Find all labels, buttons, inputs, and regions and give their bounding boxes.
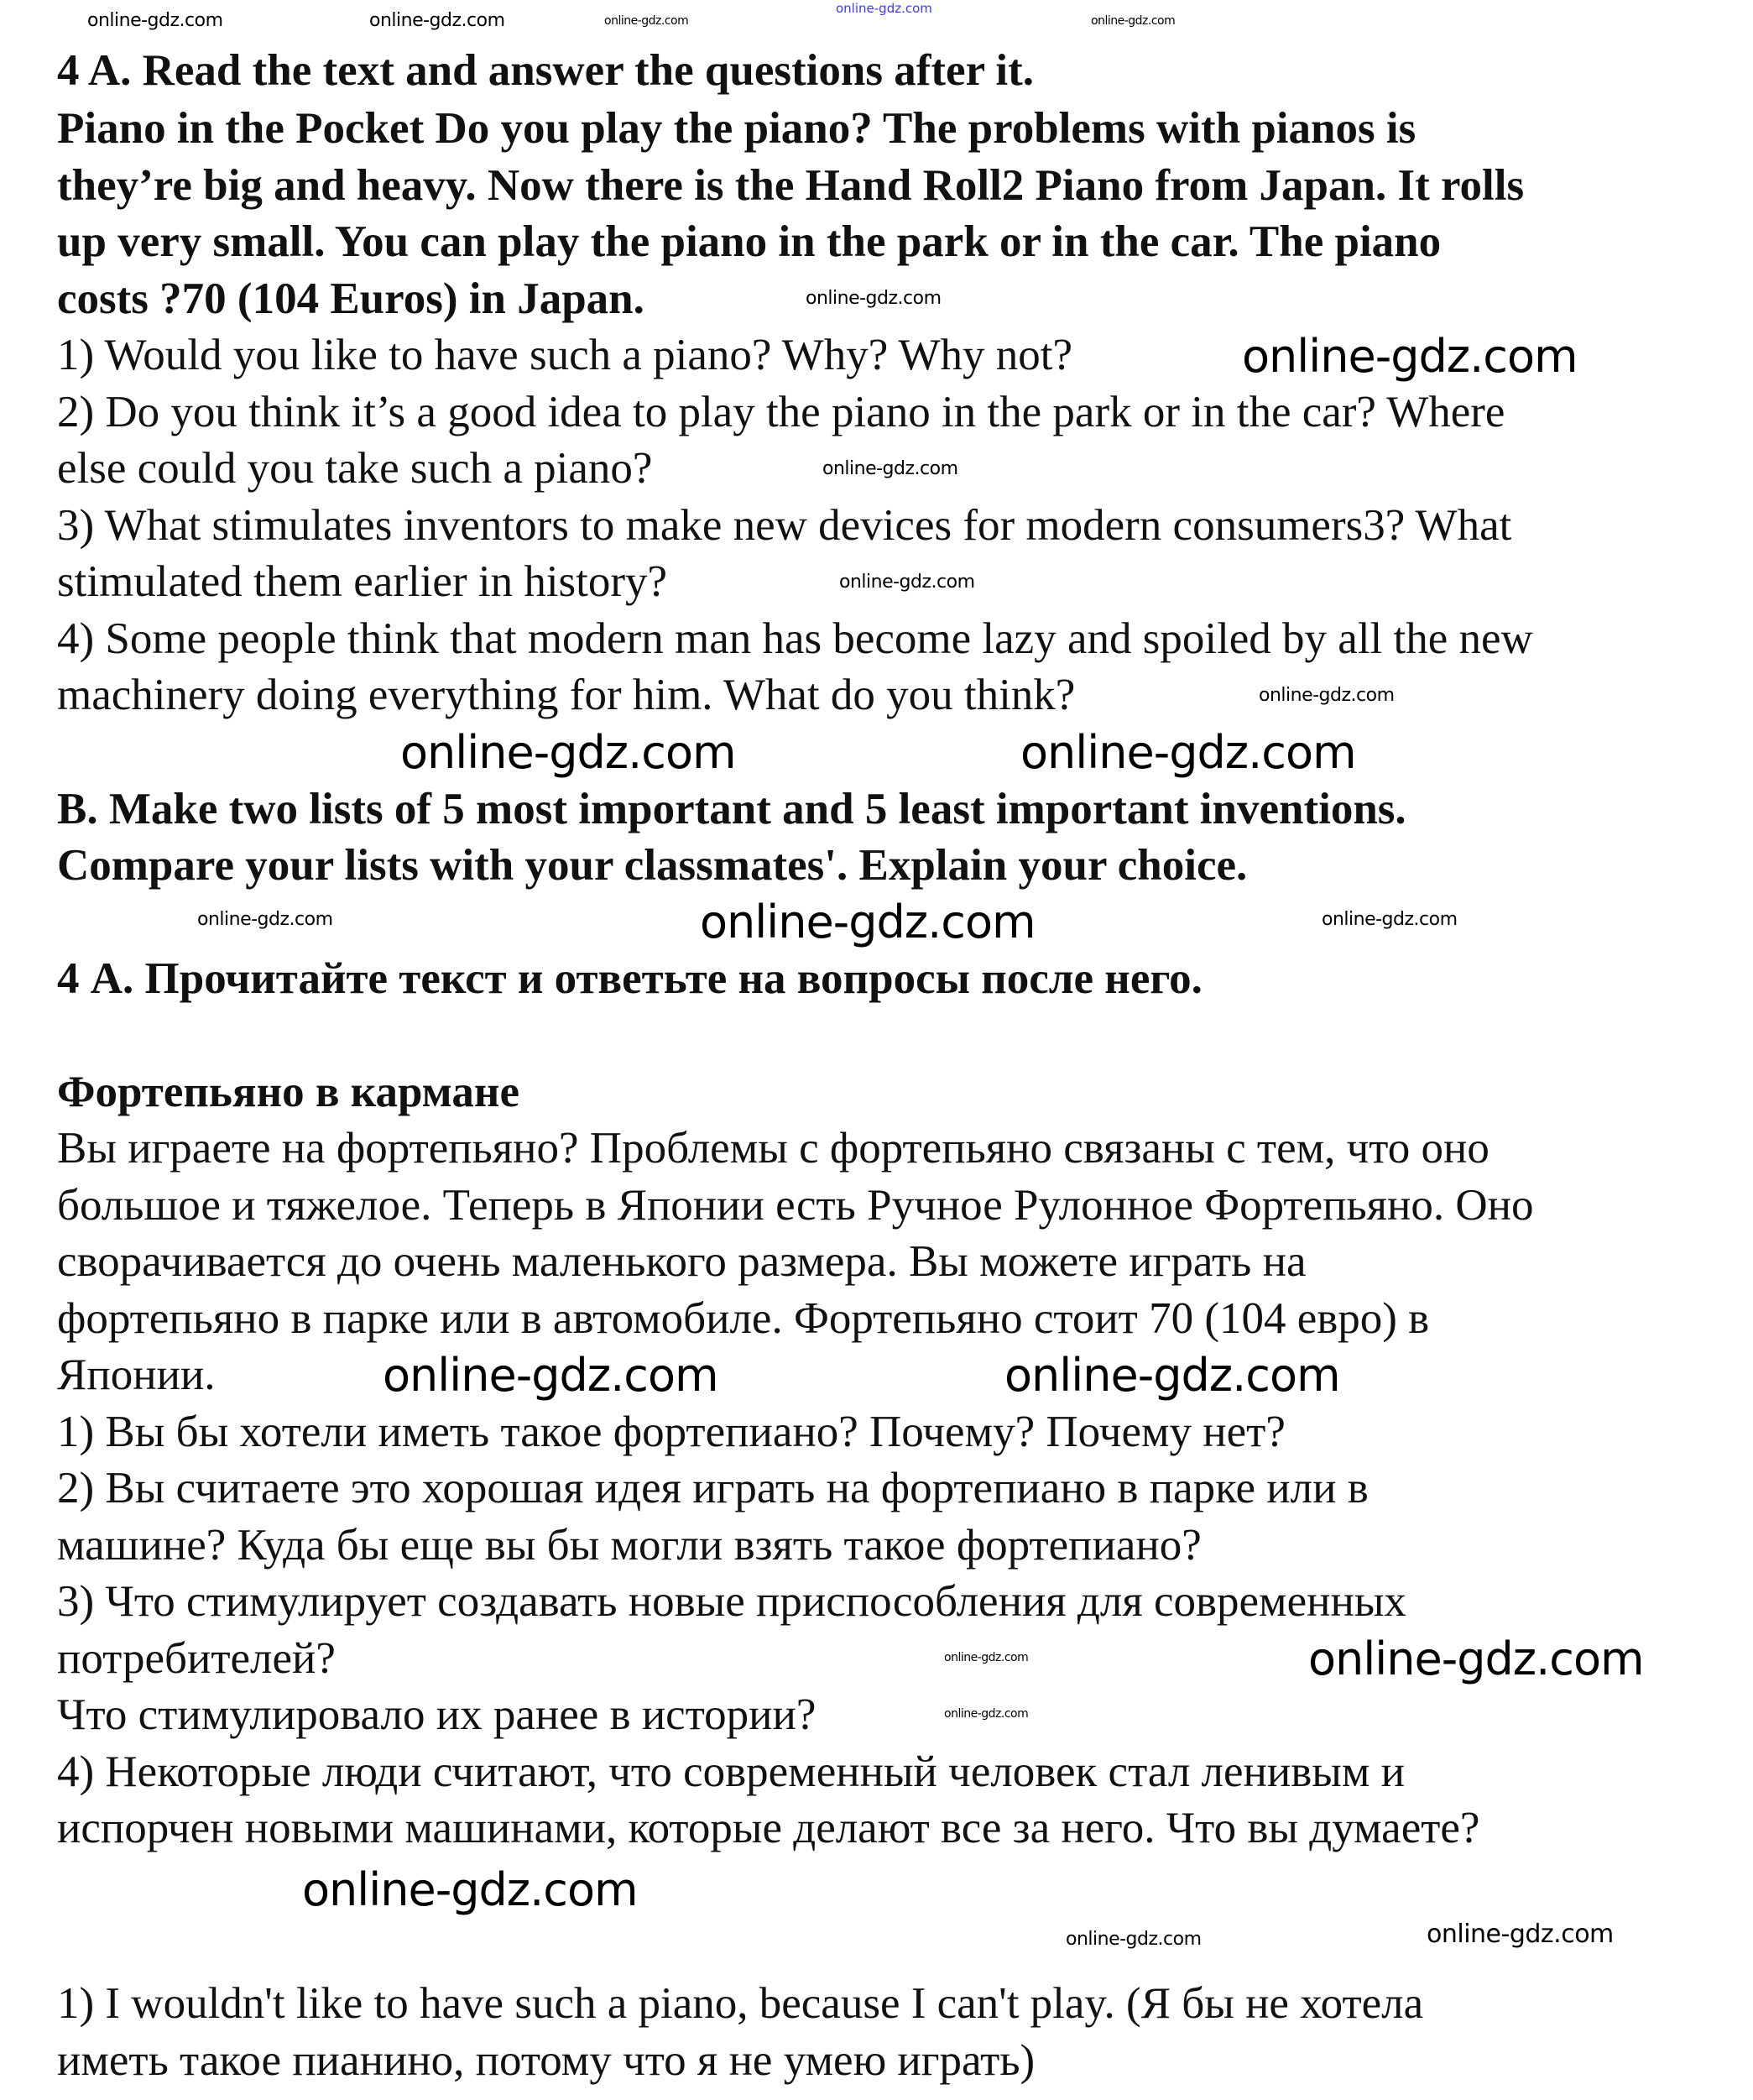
text-line: Piano in the Pocket Do you play the piano? The problems with pianos is xyxy=(57,104,1416,153)
question-line: machinery doing everything for him. What do you think? xyxy=(57,671,1076,719)
russian-line: 2) Вы считаете это хорошая идея играть на фортепиано в парке или в xyxy=(57,1464,1369,1512)
question-line: 2) Do you think it’s a good idea to play the piano in the park or in the car? Where xyxy=(57,388,1505,436)
watermark: online-gdz.com xyxy=(1066,1929,1202,1950)
watermark: online-gdz.com xyxy=(836,1,932,16)
russian-line: 3) Что стимулирует создавать новые приспособления для современных xyxy=(57,1577,1406,1626)
watermark: online-gdz.com xyxy=(604,14,689,28)
russian-line: 1) Вы бы хотели иметь такое фортепиано? Почему? Почему нет? xyxy=(57,1408,1286,1456)
watermark: online-gdz.com xyxy=(302,1863,638,1916)
russian-heading: 4 А. Прочитайте текст и ответьте на вопросы после него. xyxy=(57,954,1203,1003)
russian-line: фортепьяно в парке или в автомобиле. Фортепьяно стоит 70 (104 евро) в xyxy=(57,1294,1430,1343)
text-line: up very small. You can play the piano in the park or in the car. The piano xyxy=(57,217,1442,266)
task-b-line: B. Make two lists of 5 most important and 5 least important inventions. xyxy=(57,785,1406,833)
russian-line: большое и тяжелое. Теперь в Японии есть Ручное Рулонное Фортепьяно. Оно xyxy=(57,1181,1534,1230)
watermark: online-gdz.com xyxy=(400,726,736,779)
watermark: online-gdz.com xyxy=(822,458,958,479)
russian-line: сворачивается до очень маленького размера. Вы можете играть на xyxy=(57,1237,1307,1286)
question-line: else could you take such a piano? xyxy=(57,444,653,493)
watermark: online-gdz.com xyxy=(87,10,223,31)
answer-line: 1) I wouldn't like to have such a piano, because I can't play. (Я бы не хотела xyxy=(57,1979,1424,2028)
russian-line: Что стимулировало их ранее в истории? xyxy=(57,1690,817,1739)
watermark: online-gdz.com xyxy=(700,896,1036,948)
russian-line: 4) Некоторые люди считают, что современный человек стал ленивым и xyxy=(57,1747,1406,1796)
question-line: stimulated them earlier in history? xyxy=(57,557,668,606)
text-line: costs ?70 (104 Euros) in Japan. xyxy=(57,274,644,323)
watermark: online-gdz.com xyxy=(944,1651,1029,1664)
watermark: online-gdz.com xyxy=(806,288,942,309)
watermark: online-gdz.com xyxy=(839,572,975,593)
text-line: they’re big and heavy. Now there is the Hand Roll2 Piano from Japan. It rolls xyxy=(57,161,1525,210)
question-line: 1) Would you like to have such a piano? Why? Why not? xyxy=(57,331,1073,379)
question-line: 3) What stimulates inventors to make new devices for modern consumers3? What xyxy=(57,501,1512,550)
russian-line: машине? Куда бы еще вы бы могли взять такое фортепиано? xyxy=(57,1521,1202,1570)
watermark: online-gdz.com xyxy=(369,10,505,31)
watermark: online-gdz.com xyxy=(1259,685,1395,706)
watermark: online-gdz.com xyxy=(383,1349,718,1402)
task-b-line: Compare your lists with your classmates'. Explain your choice. xyxy=(57,841,1248,890)
answer-line: иметь такое пианино, потому что я не умею играть) xyxy=(57,2036,1036,2085)
watermark: online-gdz.com xyxy=(1242,330,1578,383)
russian-line: испорчен новыми машинами, которые делают все за него. Что вы думаете? xyxy=(57,1804,1480,1852)
watermark: online-gdz.com xyxy=(1020,726,1356,779)
task-a-heading: 4 A. Read the text and answer the questions after it. xyxy=(57,46,1035,95)
russian-line: Японии. xyxy=(57,1350,216,1399)
watermark: online-gdz.com xyxy=(944,1707,1029,1721)
watermark: online-gdz.com xyxy=(197,909,333,930)
watermark: online-gdz.com xyxy=(1427,1920,1614,1949)
watermark: online-gdz.com xyxy=(1091,14,1176,28)
russian-title: Фортепьяно в кармане xyxy=(57,1068,519,1116)
russian-line: потребителей? xyxy=(57,1634,336,1683)
watermark: online-gdz.com xyxy=(1322,909,1458,930)
russian-line: Вы играете на фортепьяно? Проблемы с фортепьяно связаны с тем, что оно xyxy=(57,1124,1490,1173)
watermark: online-gdz.com xyxy=(1308,1632,1644,1685)
question-line: 4) Some people think that modern man has become lazy and spoiled by all the new xyxy=(57,614,1533,663)
watermark: online-gdz.com xyxy=(1004,1349,1340,1402)
